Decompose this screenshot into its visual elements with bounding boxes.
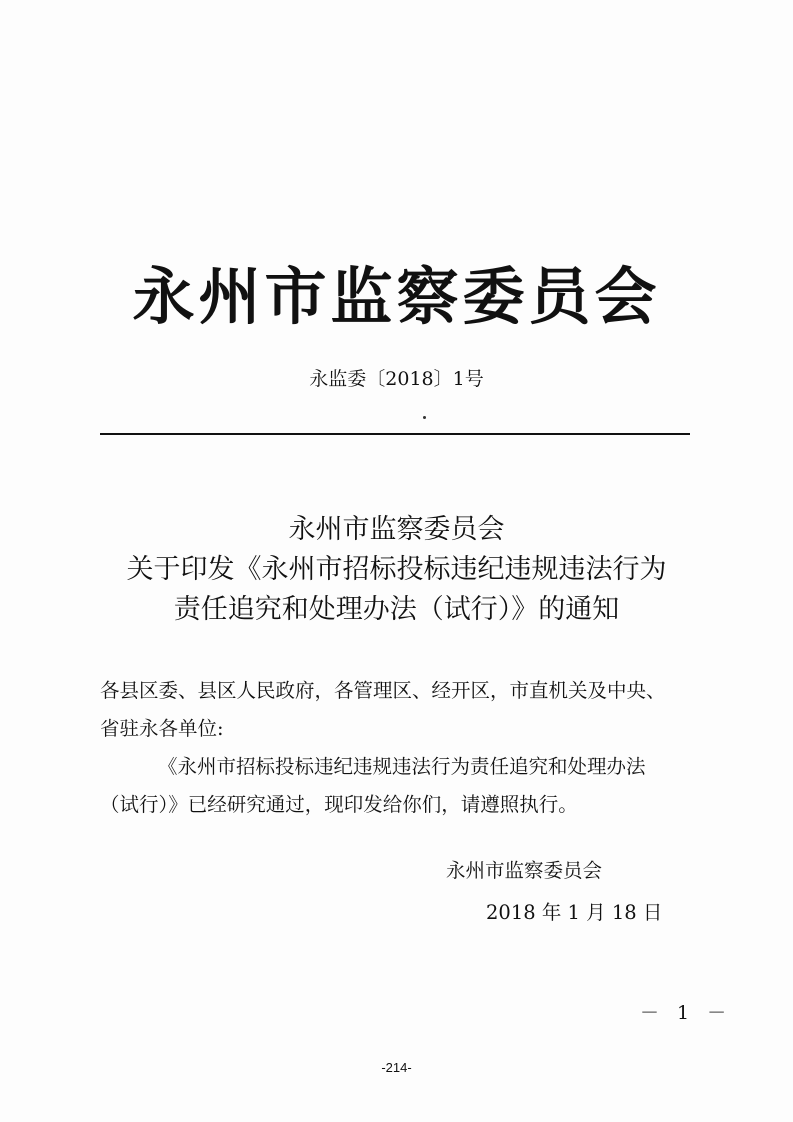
stray-dot — [423, 416, 426, 419]
title-line-3: 责任追究和处理办法（试行）》的通知 — [173, 594, 620, 625]
title-line-2: 关于印发《永州市招标投标违纪违规违法行为 — [126, 554, 667, 585]
header-divider — [100, 433, 690, 435]
archive-number: -214- — [381, 1060, 412, 1075]
paragraph-line-1: 《永州市招标投标违纪违规违法行为责任追究和处理办法 — [158, 755, 646, 778]
recipients-line-2: 省驻永各单位: — [100, 717, 224, 740]
document-body — [100, 672, 690, 824]
signature-organization: 永州市监察委员会 — [446, 859, 603, 882]
document-number: 永监委〔2018〕1号 — [309, 368, 484, 390]
paragraph-line-2: （试行）》已经研究通过，现印发给你们，请遵照执行。 — [100, 793, 578, 816]
issuer-heading: 永州市监察委员会 — [132, 260, 661, 333]
recipients-line-1: 各县区委、县区人民政府，各管理区、经开区，市直机关及中央、 — [100, 679, 666, 702]
page-number: － 1 － — [640, 1002, 733, 1024]
signature-date: 2018 年 1 月 18 日 — [486, 901, 663, 924]
title-line-1: 永州市监察委员会 — [288, 514, 505, 545]
document-title — [0, 510, 793, 630]
